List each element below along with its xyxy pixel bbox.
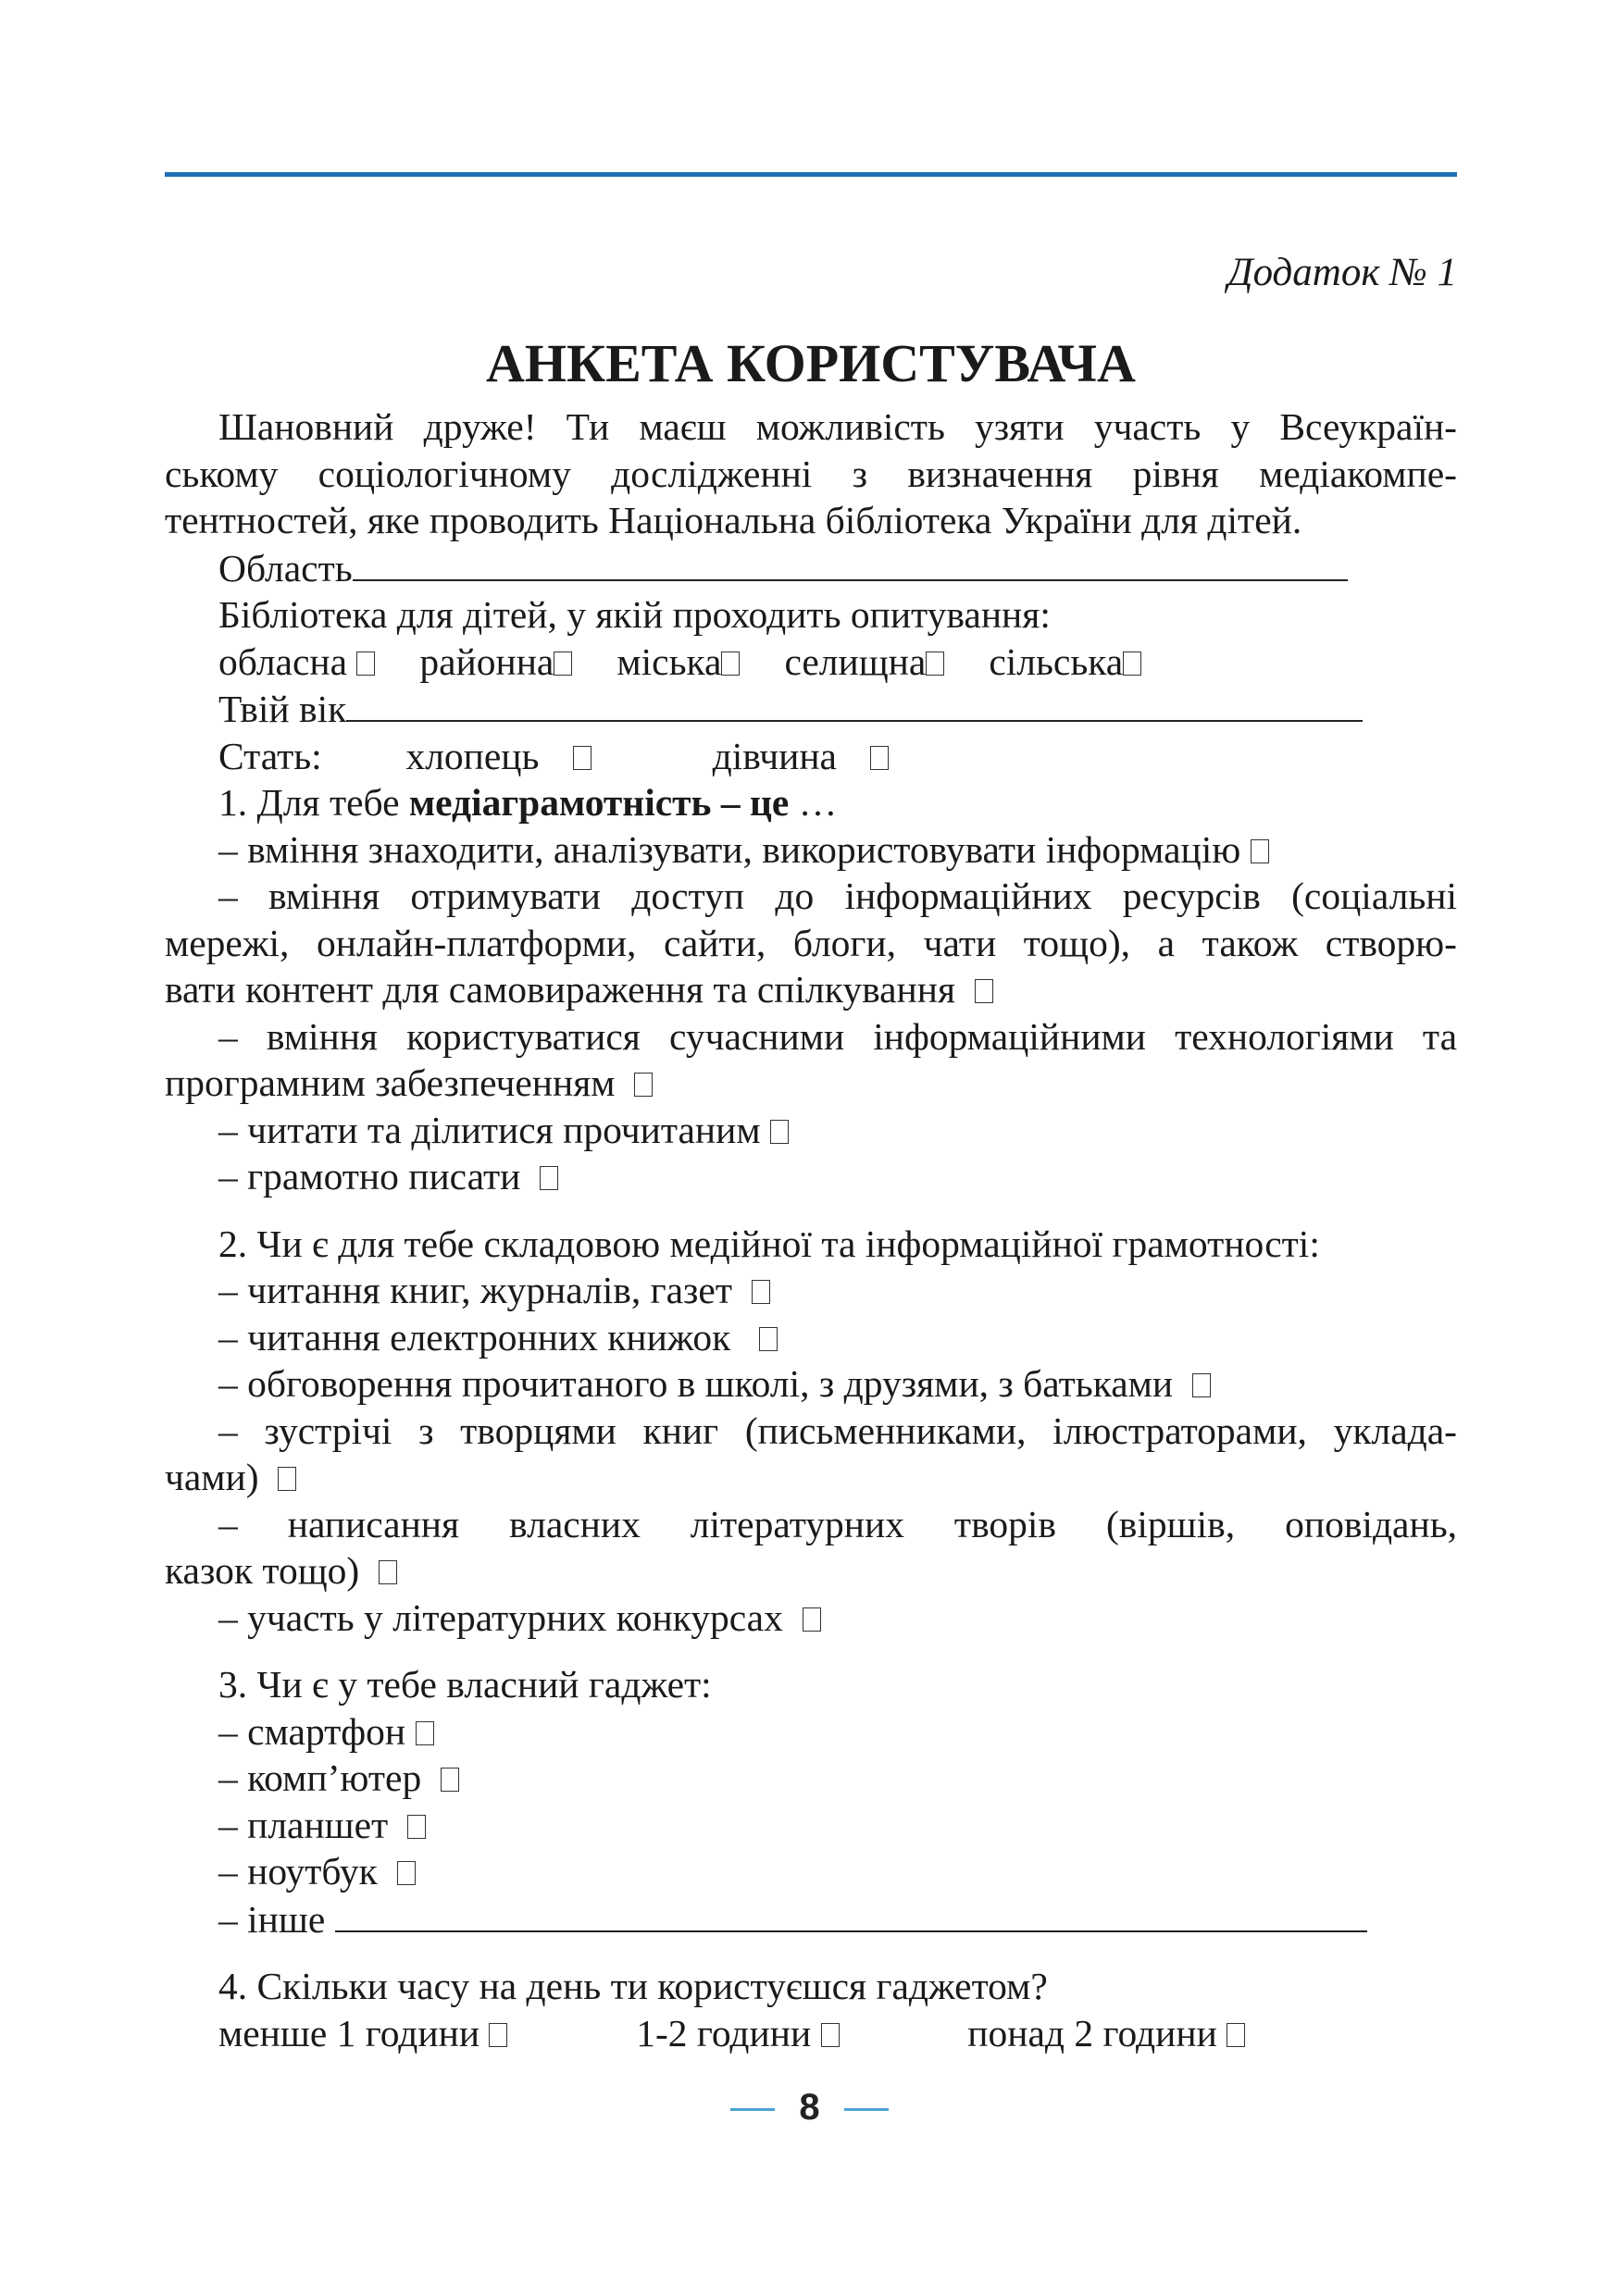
- q1-checkbox-2[interactable]: [975, 979, 993, 1003]
- question-1: [165, 779, 1457, 826]
- age-field: [165, 685, 1457, 733]
- region-input-line[interactable]: [353, 544, 1348, 581]
- intro-line-3: тентностей, яке проводить Національна бібліотека України для дітей.: [165, 499, 1302, 541]
- checkbox-regional[interactable]: [356, 652, 375, 676]
- q2-option-4-line-2: [165, 1454, 1457, 1501]
- q1-option-text: – грамотно писати: [218, 1155, 521, 1198]
- question-4: 4. Скільки часу на день ти користуєшся гаджетом?: [218, 1965, 1048, 2007]
- q4-checkbox-more-2h[interactable]: [1227, 2023, 1245, 2047]
- q3-option: [165, 1755, 1457, 1802]
- q3-option-text: – ноутбук: [218, 1850, 378, 1893]
- footer-dash-left: [730, 2108, 775, 2111]
- q2-option: [165, 1360, 1457, 1408]
- q3-other-input-line[interactable]: [335, 1895, 1367, 1932]
- q3-checkbox-computer[interactable]: [441, 1768, 459, 1792]
- library-label: Бібліотека для дітей, у якій проходить опитування:: [218, 593, 1051, 636]
- question-3: 3. Чи є у тебе власний гаджет:: [218, 1663, 712, 1706]
- age-label: Твій вік: [218, 688, 347, 730]
- region-field: [165, 544, 1457, 592]
- q2-checkbox-5[interactable]: [379, 1560, 397, 1584]
- q4-checkbox-1-2h[interactable]: [821, 2023, 840, 2047]
- q1-option-text: – вміння знаходити, аналізувати, використовувати інформацію: [218, 827, 1241, 871]
- checkbox-settlement[interactable]: [926, 652, 944, 676]
- q1-option-2-line-2: мережі, онлайн-платформи, сайти, блоги, чати тощо), а також створю-: [165, 921, 1457, 964]
- checkbox-district[interactable]: [554, 652, 572, 676]
- checkbox-girl[interactable]: [870, 746, 889, 770]
- q2-option-5-line-1: – написання власних літературних творів (віршів, оповідань,: [218, 1502, 1457, 1545]
- q1-option: [165, 1153, 1457, 1200]
- q4-option-text: 1-2 години: [636, 2011, 812, 2054]
- q3-option-text: – комп’ютер: [218, 1756, 422, 1799]
- checkbox-village[interactable]: [1123, 652, 1141, 676]
- q1-option-text: вати контент для самовираження та спілкування: [165, 968, 956, 1011]
- gender-label: Стать:: [218, 734, 322, 777]
- page-title: АНКЕТА КОРИСТУВАЧА: [486, 333, 1136, 393]
- q3-option-text: – смартфон: [218, 1709, 406, 1753]
- library-type-options: [165, 639, 1457, 686]
- question-2: 2. Чи є для тебе складовою медійної та інформаційної грамотності:: [218, 1222, 1320, 1265]
- intro-line-1: Шановний друже! Ти маєш можливість узяти участь у Всеукраїн-: [218, 405, 1457, 448]
- q1-option-2-line-1: – вміння отримувати доступ до інформаційних ресурсів (соціальні: [218, 875, 1457, 917]
- q2-checkbox-3[interactable]: [1192, 1373, 1211, 1397]
- q1-option-text: – читати та ділитися прочитаним: [218, 1108, 761, 1151]
- q3-option-other: [165, 1895, 1457, 1943]
- intro-line-2: ському соціологічному дослідженні з визначення рівня медіакомпе-: [165, 452, 1457, 495]
- q4-checkbox-less-1h[interactable]: [489, 2023, 507, 2047]
- q2-option-text: – обговорення прочитаного в школі, з друзями, з батьками: [218, 1362, 1174, 1405]
- library-type-label: обласна: [218, 639, 348, 683]
- region-label: Область: [218, 546, 353, 590]
- q2-option-4-line-1: – зустрічі з творцями книг (письменниками, ілюстраторами, уклада-: [218, 1409, 1457, 1452]
- q1-option-3-line-2: [165, 1060, 1457, 1107]
- q3-option: [165, 1802, 1457, 1849]
- q3-checkbox-tablet[interactable]: [407, 1815, 426, 1839]
- q3-option: [165, 1848, 1457, 1895]
- q1-option-3-line-1: – вміння користуватися сучасними інформаційними технологіями та: [218, 1014, 1457, 1058]
- q3-option: [165, 1708, 1457, 1756]
- q2-option-text: – читання книг, журналів, газет: [218, 1269, 732, 1311]
- q2-option: [165, 1314, 1457, 1361]
- intro-paragraph: [165, 403, 1457, 544]
- q1-option: [165, 826, 1457, 874]
- q1-option-text: програмним забезпеченням: [165, 1061, 616, 1104]
- q4-options: [165, 2010, 1457, 2057]
- q2-option: [165, 1267, 1457, 1314]
- q4-option-text: менше 1 години: [218, 2011, 480, 2054]
- gender-option-label: дівчина: [712, 734, 837, 777]
- q1-checkbox-4[interactable]: [770, 1120, 789, 1144]
- q4-option-text: понад 2 години: [967, 2011, 1217, 2054]
- q2-checkbox-2[interactable]: [759, 1327, 778, 1351]
- page-number: 8: [799, 2087, 820, 2128]
- q1-checkbox-1[interactable]: [1251, 839, 1269, 863]
- q2-option-text: казок тощо): [165, 1549, 360, 1592]
- checkbox-boy[interactable]: [573, 746, 592, 770]
- q2-option-text: – читання електронних книжок: [218, 1315, 731, 1359]
- q1-checkbox-3[interactable]: [634, 1073, 653, 1097]
- library-type-label: сільська: [989, 639, 1124, 683]
- library-type-label: районна: [419, 639, 554, 683]
- q3-option-text: – інше: [218, 1897, 326, 1941]
- question-1-prefix: 1. Для тебе: [218, 781, 409, 824]
- library-type-label: міська: [616, 639, 722, 683]
- q2-checkbox-6[interactable]: [803, 1607, 821, 1632]
- q2-option: [165, 1595, 1457, 1642]
- q3-checkbox-smartphone[interactable]: [416, 1721, 434, 1745]
- q2-option-5-line-2: [165, 1547, 1457, 1595]
- gender-field: [165, 733, 1457, 780]
- q2-option-text: – участь у літературних конкурсах: [218, 1595, 783, 1639]
- q3-checkbox-laptop[interactable]: [397, 1861, 416, 1885]
- q1-option-2-line-3: [165, 966, 1457, 1013]
- gender-option-label: хлопець: [405, 734, 540, 777]
- age-input-line[interactable]: [346, 685, 1363, 722]
- appendix-label: Додаток № 1: [1227, 251, 1457, 294]
- footer-dash-right: [844, 2108, 889, 2111]
- question-1-suffix: …: [789, 781, 838, 824]
- q2-checkbox-1[interactable]: [752, 1280, 770, 1304]
- checkbox-city[interactable]: [721, 652, 740, 676]
- q2-option-text: чами): [165, 1456, 259, 1498]
- questionnaire-page: [165, 250, 1457, 2056]
- q3-option-text: – планшет: [218, 1803, 389, 1846]
- library-type-label: селищна: [784, 639, 927, 683]
- question-1-term: медіаграмотність – це: [408, 781, 790, 824]
- q2-checkbox-4[interactable]: [278, 1467, 296, 1491]
- q1-option: [165, 1107, 1457, 1154]
- q1-checkbox-5[interactable]: [540, 1166, 558, 1190]
- page-footer: [0, 2087, 1619, 2128]
- header-rule: [165, 172, 1457, 177]
